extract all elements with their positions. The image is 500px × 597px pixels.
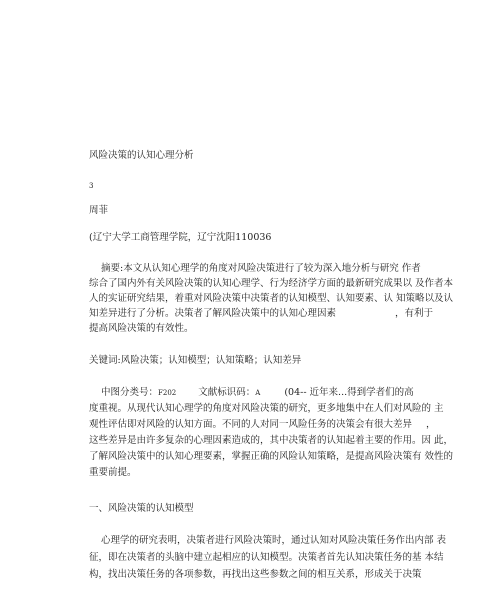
classification-extra: (04-- 近年来...得到学者们的高 xyxy=(284,387,414,398)
title-superscript: 3 xyxy=(89,182,94,190)
section-line: 征，即在决策者的头脑中建立起相应的认知模型。决策者首先认知决策任务的基 本结 xyxy=(89,552,444,563)
keywords: 关键词:风险决策；认知模型；认知策略；认知差异 xyxy=(89,355,302,366)
section-heading: 一、风险决策的认知模型 xyxy=(89,503,194,514)
clc-value: F202 xyxy=(158,389,177,397)
abstract-line: 提高风险决策的有效性。 xyxy=(89,323,194,334)
body-line: 度重视。从现代认知心理学的角度对风险决策的研究，更多地集中在人们对风险的 主 xyxy=(89,403,444,414)
body-line: 这些差异是由许多复杂的心理因素造成的，其中决策者的认知起着主要的作用。因 此， xyxy=(89,435,454,446)
section-line: 心理学的研究表明，决策者进行风险决策时，通过认知对风险决策任务作出内部 表 xyxy=(101,535,447,546)
section-line: 构，找出决策任务的各项参数，再找出这些参数之间的相互关系，形成关于决策 xyxy=(89,569,422,580)
author-affiliation: (辽宁大学工商管理学院，辽宁沈阳110036 xyxy=(89,232,272,243)
doc-code-value: A xyxy=(255,389,261,397)
body-line-tail: ， xyxy=(426,419,436,430)
author-name: 周菲 xyxy=(89,205,109,216)
abstract-line: 综合了国内外有关风险决策的认知心理学、行为经济学方面的最新研究成果以 及作者本 xyxy=(89,278,454,289)
classification-line xyxy=(101,387,414,399)
doc-code-label: 文献标识码： xyxy=(198,387,256,398)
abstract-line-tail: ，有利于 xyxy=(395,308,434,319)
body-line: 观性评估即对风险的认知方面。不同的人对同一风险任务的决策会有很大差异 xyxy=(89,419,413,430)
document-title: 风险决策的认知心理分析 xyxy=(89,150,194,161)
body-line: 重要前提。 xyxy=(89,467,137,478)
abstract-line: 人的实证研究结果，着重对风险决策中决策者的认知模型、认知要素、认 知策略以及认 xyxy=(89,293,454,304)
body-line: 了解风险决策中的认知心理要素，掌握正确的风险认知策略，是提高风险决策有 效性的 xyxy=(89,451,454,462)
abstract-line: 知差异进行了分析。决策者了解风险决策中的认知心理因素 xyxy=(89,308,337,319)
abstract-line: 摘要:本文从认知心理学的角度对风险决策进行了较为深入地分析与研究 作者 xyxy=(101,263,421,274)
clc-label: 中图分类号： xyxy=(101,387,159,398)
